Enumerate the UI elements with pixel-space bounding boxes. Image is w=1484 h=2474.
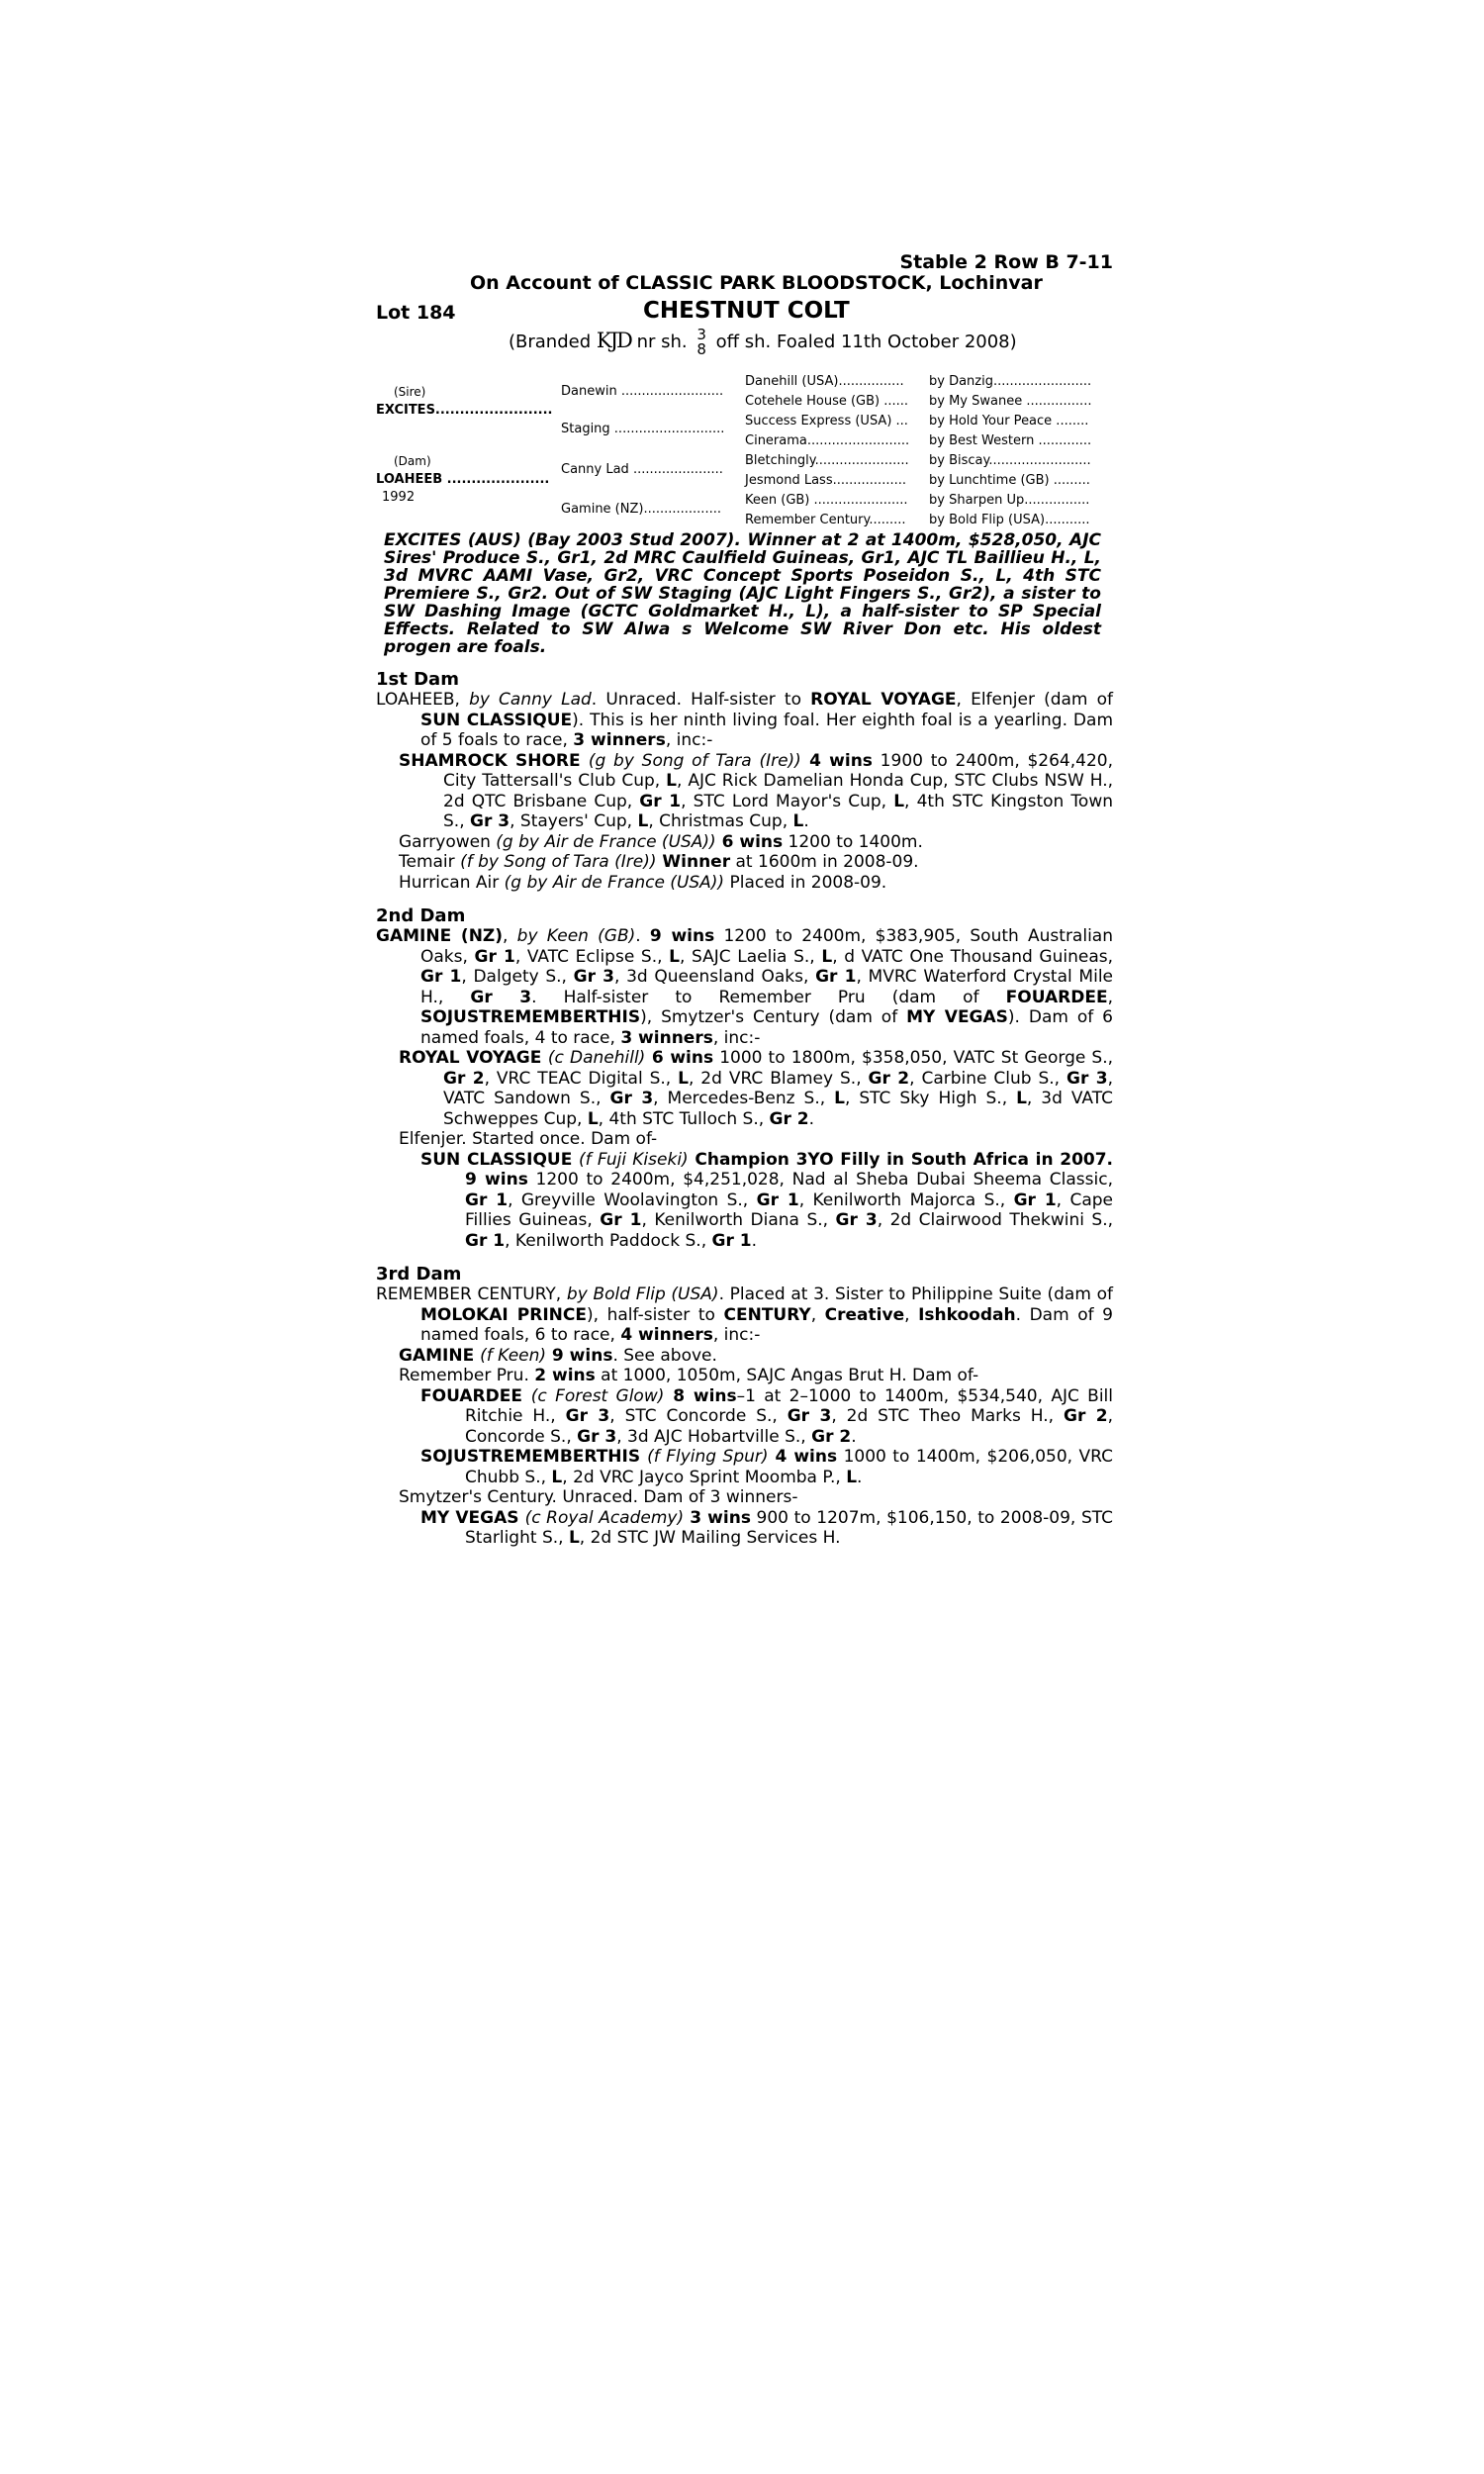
t: , inc:-: [665, 730, 713, 750]
t: , Christmas Cup,: [648, 811, 793, 831]
t: , Elfenjer (dam of: [956, 690, 1114, 710]
t: , STC Sky High S.,: [844, 1089, 1017, 1108]
t: Temair: [399, 852, 461, 872]
t: .: [808, 1108, 815, 1129]
t: L: [821, 946, 833, 967]
progeny-entry: [376, 873, 1113, 894]
t: (c Forest Glow): [530, 1385, 665, 1406]
progeny-entry: [376, 832, 1113, 853]
t: L: [893, 791, 905, 811]
t: CENTURY: [723, 1304, 811, 1325]
t: L: [834, 1089, 845, 1108]
t: , 3d AJC Hobartville S.,: [616, 1426, 812, 1447]
t: ,: [1107, 987, 1113, 1007]
t: , Cape Fillies Guineas,: [465, 1189, 1113, 1230]
t: , AJC Rick Damelian Honda Cup, STC Clubs NSW H., 2d QTC Brisbane Cup,: [443, 771, 1114, 811]
first-dam-text: [376, 690, 1113, 751]
t: , 3d Queensland Oaks,: [614, 967, 816, 987]
t: Hurrican Air: [399, 872, 505, 893]
t: (f Keen): [480, 1345, 547, 1366]
t: 4 wins: [800, 750, 873, 771]
t: ROYAL VOYAGE: [399, 1048, 548, 1068]
t: Gr 3: [470, 811, 510, 831]
t: L: [568, 1528, 580, 1548]
t: (f by Song of Tara (Ire)): [460, 852, 657, 872]
t: 9 wins: [546, 1345, 613, 1366]
t: at 1600m in 2008-09.: [730, 852, 919, 872]
t: , d VATC One Thousand Guineas,: [832, 946, 1114, 967]
t: , 3d VATC Schweppes Cup,: [443, 1089, 1113, 1129]
t: 2 wins: [534, 1366, 596, 1385]
t: , 4th STC Kingston Town S.,: [443, 791, 1113, 831]
t: MOLOKAI PRINCE: [420, 1304, 587, 1325]
gen4-item: by Danzig........................: [929, 374, 1092, 389]
t: (f Fuji Kiseki): [579, 1149, 689, 1170]
t: L: [678, 1068, 689, 1089]
t: Champion 3YO Filly in South Africa in 2007. 9 wins: [465, 1149, 1114, 1189]
gen3-item: Bletchingly.......................: [745, 453, 909, 468]
t: 1000 to 1400m, $206,050, VRC Chubb S.,: [465, 1447, 1114, 1487]
progeny-entry: Smytzer's Century. Unraced. Dam of 3 winners-: [399, 1487, 798, 1507]
t: , 2d Clairwood Thekwini S.,: [877, 1210, 1114, 1230]
t: 8 wins: [664, 1385, 737, 1406]
t: (g by Song of Tara (Ire)): [588, 750, 801, 771]
gen2-item: Canny Lad ......................: [561, 462, 723, 477]
brand-mid: nr sh.: [636, 332, 688, 352]
t: L: [637, 811, 649, 831]
t: REMEMBER CENTURY,: [376, 1285, 567, 1304]
t: .: [751, 1230, 758, 1251]
t: Gr 1: [474, 946, 515, 967]
t: (c Danehill): [547, 1048, 646, 1068]
t: Gr 1: [465, 1230, 506, 1251]
t: LOAHEEB,: [376, 690, 470, 710]
sire-intro: EXCITES (AUS) (Bay 2003 Stud 2007). Winner at 2 at 1400m, $528,050, AJC Sires' Produce S., Gr1, 2d MRC Caulfield Guineas, Gr1, AJC TL Baillieu H., L, 3d MVRC AAMI Vase, Gr2, VRC Concept Sports Poseidon S., L, 4th STC Premiere S., Gr2. Out of SW Staging (AJC Light Fingers S., Gr2), a sister to SW Dashing Image (GCTC Goldmarket H., L), a half-sister to SP Special Effects. Related to SW Alwa s Welcome SW River Don etc. His oldest progen are foals.: [384, 530, 1101, 657]
t: , VATC Sandown S.,: [443, 1068, 1113, 1108]
t: ). Dam of 6 named foals, 4 to race,: [420, 1007, 1113, 1048]
t: Gr 1: [465, 1189, 509, 1210]
t: FOUARDEE: [1005, 987, 1108, 1007]
t: Gr 1: [600, 1210, 642, 1230]
t: Gr 3: [577, 1426, 617, 1447]
t: Gr 1: [756, 1189, 799, 1210]
t: , inc:-: [712, 1027, 761, 1048]
t: L: [669, 946, 680, 967]
dam-year: 1992: [382, 490, 416, 505]
t: 1900 to 2400m, $264,420, City Tattersall's Club Cup,: [443, 750, 1113, 791]
second-dam-text: [376, 926, 1113, 1048]
t: , 2d STC JW Mailing Services H.: [579, 1528, 841, 1548]
second-dam-heading: 2nd Dam: [376, 905, 466, 926]
t: (c Royal Academy): [524, 1507, 685, 1528]
t: at 1000, 1050m, SAJC Angas Brut H. Dam of-: [595, 1366, 979, 1385]
t: ). This is her ninth living foal. Her eighth foal is a yearling. Dam of 5 foals to race,: [420, 710, 1113, 750]
t: ), half-sister to: [587, 1304, 724, 1325]
t: , 4th STC Tulloch S.,: [598, 1108, 770, 1129]
t: 900 to 1207m, $106,150, to 2008-09, STC Starlight S.,: [465, 1507, 1113, 1548]
gen4-item: by Biscay.........................: [929, 453, 1091, 468]
t: –1 at 2–1000 to 1400m, $534,540, AJC Bill Ritchie H.,: [465, 1385, 1113, 1426]
t: , 2d STC Theo Marks H.,: [831, 1406, 1064, 1426]
t: .: [857, 1467, 863, 1487]
lot-row: [376, 298, 1113, 328]
t: . Dam of 9 named foals, 6 to race,: [420, 1304, 1113, 1345]
t: , Mercedes-Benz S.,: [653, 1089, 835, 1108]
gen3-item: Cinerama.........................: [745, 433, 910, 448]
t: .: [851, 1426, 857, 1447]
t: Gr 1: [711, 1230, 752, 1251]
progeny-entry: [376, 1366, 1113, 1386]
t: Gr 2: [1064, 1406, 1108, 1426]
progeny-entry: [376, 1386, 1113, 1448]
dam-label: (Dam): [394, 454, 431, 468]
t: L: [1016, 1089, 1027, 1108]
gen4-item: by Lunchtime (GB) .........: [929, 473, 1090, 488]
t: ,: [503, 926, 517, 946]
t: , MVRC Waterford Crystal Mile H.,: [420, 967, 1113, 1007]
frac-num: 3: [696, 326, 706, 343]
t: SUN CLASSIQUE: [420, 1149, 580, 1170]
progeny-entry: [376, 751, 1113, 832]
gen2-item: Danewin .........................: [561, 384, 724, 399]
gen4-item: by Bold Flip (USA)...........: [929, 513, 1090, 527]
t: 3 wins: [684, 1507, 751, 1528]
t: L: [846, 1467, 858, 1487]
t: .: [635, 926, 650, 946]
t: Gr 1: [420, 967, 462, 987]
progeny-entry: [376, 1150, 1113, 1252]
t: 6 wins: [645, 1048, 714, 1068]
t: SOJUSTREMEMBERTHIS: [420, 1007, 641, 1027]
t: , Greyville Woolavington S.,: [508, 1189, 757, 1210]
t: (g by Air de France (USA)): [496, 831, 716, 852]
t: . See above.: [612, 1345, 717, 1366]
t: 3 winners: [620, 1027, 713, 1048]
t: Remember Pru.: [399, 1366, 535, 1385]
gen3-item: Jesmond Lass..................: [745, 473, 906, 488]
gen3-item: Cotehele House (GB) ......: [745, 394, 909, 409]
t: , Stayers' Cup,: [510, 811, 638, 831]
t: MY VEGAS: [906, 1007, 1008, 1027]
lot-number: Lot 184: [376, 302, 456, 324]
gen2-item: Gamine (NZ)...................: [561, 502, 721, 517]
t: by Keen (GB): [516, 926, 636, 946]
t: Gr 3: [565, 1406, 610, 1426]
t: (g by Air de France (USA)): [504, 872, 725, 893]
t: , Kenilworth Paddock S.,: [505, 1230, 712, 1251]
brand-prefix: (Branded: [509, 332, 592, 352]
frac-den: 8: [696, 340, 706, 358]
t: Gr 1: [1013, 1189, 1057, 1210]
t: Gr 3: [573, 967, 615, 987]
t: 1200 to 2400m, $383,905, South Australian Oaks,: [420, 926, 1113, 967]
t: GAMINE (NZ): [376, 926, 504, 946]
t: 4 wins: [768, 1447, 838, 1467]
gen3-item: Remember Century.........: [745, 513, 906, 527]
t: Ishkoodah: [918, 1304, 1016, 1325]
t: ,: [904, 1304, 919, 1325]
t: 1200 to 1400m.: [783, 831, 923, 852]
t: ), Smytzer's Century (dam of: [640, 1007, 907, 1027]
t: Gr 3: [470, 987, 532, 1007]
t: , Dalgety S.,: [461, 967, 574, 987]
t: , Carbine Club S.,: [909, 1068, 1067, 1089]
t: by Bold Flip (USA): [566, 1285, 719, 1304]
gen4-item: by Sharpen Up................: [929, 493, 1090, 508]
t: ,: [810, 1304, 825, 1325]
horse-title: CHESTNUT COLT: [643, 298, 850, 324]
t: Placed in 2008-09.: [724, 872, 887, 893]
t: , VRC TEAC Digital S.,: [484, 1068, 679, 1089]
t: FOUARDEE: [420, 1385, 531, 1406]
t: , Concorde S.,: [465, 1406, 1114, 1447]
gen4-item: by Best Western .............: [929, 433, 1092, 448]
t: 1200 to 2400m, $4,251,028, Nad al Sheba Dubai Sheema Classic,: [527, 1170, 1113, 1189]
progeny-entry: [376, 1048, 1113, 1129]
third-dam-heading: 3rd Dam: [376, 1264, 462, 1285]
pedigree-table: [376, 369, 1113, 527]
gen3-item: Keen (GB) .......................: [745, 493, 908, 508]
t: , STC Lord Mayor's Cup,: [681, 791, 894, 811]
third-dam-text: [376, 1285, 1113, 1346]
progeny-entry: Elfenjer. Started once. Dam of-: [399, 1129, 658, 1149]
t: L: [666, 771, 677, 791]
t: , VATC Eclipse S.,: [514, 946, 670, 967]
t: SUN CLASSIQUE: [420, 710, 573, 730]
t: 6 wins: [715, 831, 784, 852]
t: Creative: [824, 1304, 905, 1325]
gen4-item: by My Swanee ................: [929, 394, 1092, 409]
t: SOJUSTREMEMBERTHIS: [420, 1447, 648, 1467]
t: 3 winners: [573, 730, 666, 750]
gen3-item: Success Express (USA) ...: [745, 414, 908, 428]
t: Winner: [656, 852, 731, 872]
t: 1000 to 1800m, $358,050, VATC St George S.,: [713, 1048, 1114, 1068]
t: , 2d VRC Jayco Sprint Moomba P.,: [562, 1467, 847, 1487]
t: L: [551, 1467, 563, 1487]
t: Gr 2: [769, 1108, 809, 1129]
progeny-entry: [376, 1508, 1113, 1549]
gen4-item: by Hold Your Peace ........: [929, 414, 1089, 428]
brand-line: [376, 328, 1113, 357]
brand-mark: KJD: [596, 329, 631, 352]
t: , SAJC Laelia S.,: [679, 946, 822, 967]
t: Gr 3: [1066, 1068, 1108, 1089]
t: , STC Concorde S.,: [609, 1406, 788, 1426]
vendor-account: On Account of CLASSIC PARK BLOODSTOCK, Lochinvar: [470, 272, 1043, 294]
t: Gr 2: [811, 1426, 852, 1447]
t: Gr 1: [639, 791, 682, 811]
t: , Kenilworth Diana S.,: [641, 1210, 836, 1230]
t: ROYAL VOYAGE: [810, 690, 957, 710]
t: Gr 3: [787, 1406, 832, 1426]
progeny-entry: [376, 1346, 1113, 1367]
t: L: [587, 1108, 599, 1129]
brand-suffix: off sh. Foaled 11th October 2008): [715, 332, 1017, 352]
first-dam-heading: 1st Dam: [376, 669, 459, 690]
t: Gr 1: [815, 967, 857, 987]
t: L: [792, 811, 804, 831]
t: 9 wins: [649, 926, 715, 946]
t: Gr 2: [443, 1068, 485, 1089]
progeny-entry: [376, 1447, 1113, 1487]
t: Gr 2: [868, 1068, 910, 1089]
t: Gr 3: [835, 1210, 878, 1230]
brand-fraction: [696, 328, 706, 357]
t: . Half-sister to Remember Pru (dam of: [531, 987, 1006, 1007]
t: , 2d VRC Blamey S.,: [688, 1068, 869, 1089]
t: . Placed at 3. Sister to Philippine Suite (dam of: [718, 1285, 1113, 1304]
catalogue-page: [376, 252, 1113, 1549]
dam-name: LOAHEEB .....................: [376, 472, 550, 487]
t: Gr 3: [609, 1089, 654, 1108]
t: by Canny Lad: [469, 690, 592, 710]
t: SHAMROCK SHORE: [399, 750, 589, 771]
t: , inc:-: [712, 1325, 761, 1345]
gen3-item: Danehill (USA)................: [745, 374, 904, 389]
t: Garryowen: [399, 831, 497, 852]
stable-location: Stable 2 Row B 7-11: [899, 251, 1113, 273]
gen2-item: Staging ...........................: [561, 422, 725, 436]
t: , Kenilworth Majorca S.,: [798, 1189, 1014, 1210]
t: (f Flying Spur): [647, 1447, 769, 1467]
t: . Unraced. Half-sister to: [591, 690, 811, 710]
progeny-entry: [376, 852, 1113, 873]
t: .: [803, 811, 809, 831]
t: MY VEGAS: [420, 1507, 525, 1528]
t: GAMINE: [399, 1345, 481, 1366]
sire-name: EXCITES........................: [376, 403, 553, 418]
t: 4 winners: [620, 1325, 713, 1345]
sire-label: (Sire): [394, 385, 426, 399]
